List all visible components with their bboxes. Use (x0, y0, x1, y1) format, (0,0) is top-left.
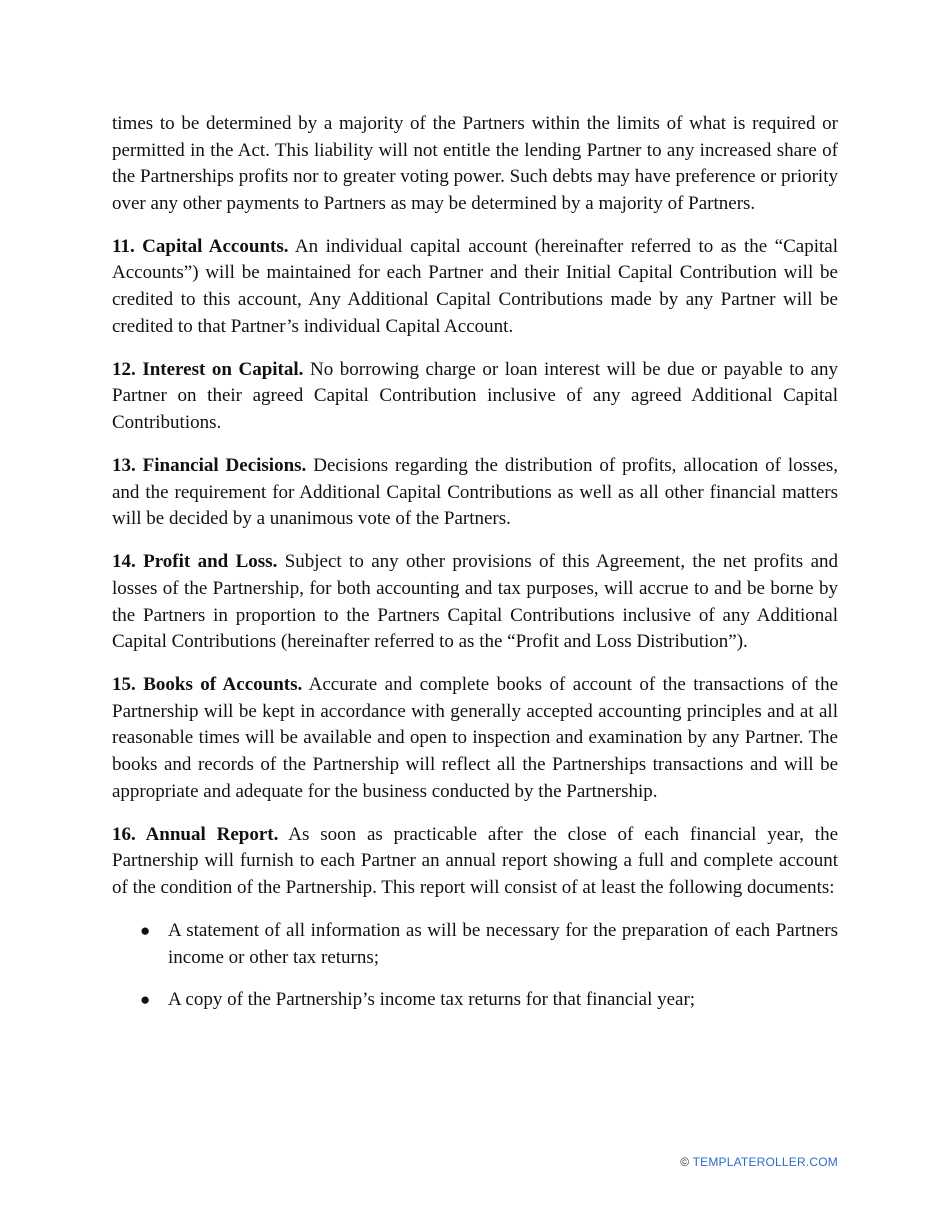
section-interest-on-capital (112, 357, 838, 437)
list-item (112, 987, 838, 1014)
annual-report-document-list (112, 918, 838, 1014)
section-annual-report (112, 822, 838, 902)
section-heading: 11. Capital Accounts. (112, 235, 289, 257)
section-body: Accurate and complete books of account of the transactions of the Partnership will be kept in accordance with generally accepted accounting principles and at all reasonable times will be available and open to inspection and examination by any Partner. The books and records of the Partnership will reflect all the Partnerships transactions and will be appropriate and adequate for the business conducted by the Partnership. (112, 674, 839, 802)
footer-brand-link[interactable]: TEMPLATEROLLER.COM (692, 1155, 838, 1169)
section-heading: 13. Financial Decisions. (112, 455, 307, 477)
bullet-icon: ● (140, 990, 151, 1010)
intro-paragraph: times to be determined by a majority of the Partners within the limits of what is required or permitted in the Act. This liability will not entitle the lending Partner to any increased share of the Partnerships profits nor to greater voting power. Such debts may have preference or priority over any other payments to Partners as may be determined by a majority of Partners. (112, 113, 838, 214)
section-body: An individual capital account (hereinafter referred to as the “Capital Accounts”) will be maintained for each Partner and their Initial Capital Contribution will be credited to this account, Any Additional Capital Contributions made by any Partner will be credited to that Partner’s individual Capital Account. (112, 235, 838, 337)
section-books-of-accounts (112, 672, 838, 805)
section-heading: 16. Annual Report. (112, 823, 279, 845)
section-body: Decisions regarding the distribution of profits, allocation of losses, and the requirement for Additional Capital Contributions as well as all other financial matters will be decided by a unanimous vote of the Partners. (112, 455, 839, 530)
section-heading: 12. Interest on Capital. (112, 358, 304, 380)
section-body: No borrowing charge or loan interest will be due or payable to any Partner on their agreed Capital Contribution inclusive of any agreed Additional Capital Contributions. (112, 358, 838, 433)
document-page (112, 111, 838, 1030)
section-body: Subject to any other provisions of this Agreement, the net profits and losses of the Partnership, for both accounting and tax purposes, will accrue to and be borne by the Partners in proportion to the Partners Capital Contributions inclusive of any Additional Capital Contributions (hereinafter referred to as the “Profit and Loss Distribution”). (112, 551, 838, 653)
section-capital-accounts (112, 234, 838, 340)
section-body: As soon as practicable after the close of each financial year, the Partnership will furnish to each Partner an annual report showing a full and complete account of the condition of the Partnership. This report will consist of at least the following documents: (112, 823, 839, 898)
section-financial-decisions (112, 453, 838, 533)
section-heading: 14. Profit and Loss. (112, 551, 278, 573)
bullet-icon: ● (140, 920, 151, 940)
section-heading: 15. Books of Accounts. (112, 674, 303, 696)
list-item (112, 918, 838, 971)
list-item-text: A copy of the Partnership’s income tax returns for that financial year; (168, 989, 696, 1011)
copyright-icon: © (680, 1155, 690, 1169)
page-footer (680, 1155, 838, 1169)
list-item-text: A statement of all information as will be necessary for the preparation of each Partners income or other tax returns; (168, 919, 838, 968)
section-profit-and-loss (112, 549, 838, 655)
